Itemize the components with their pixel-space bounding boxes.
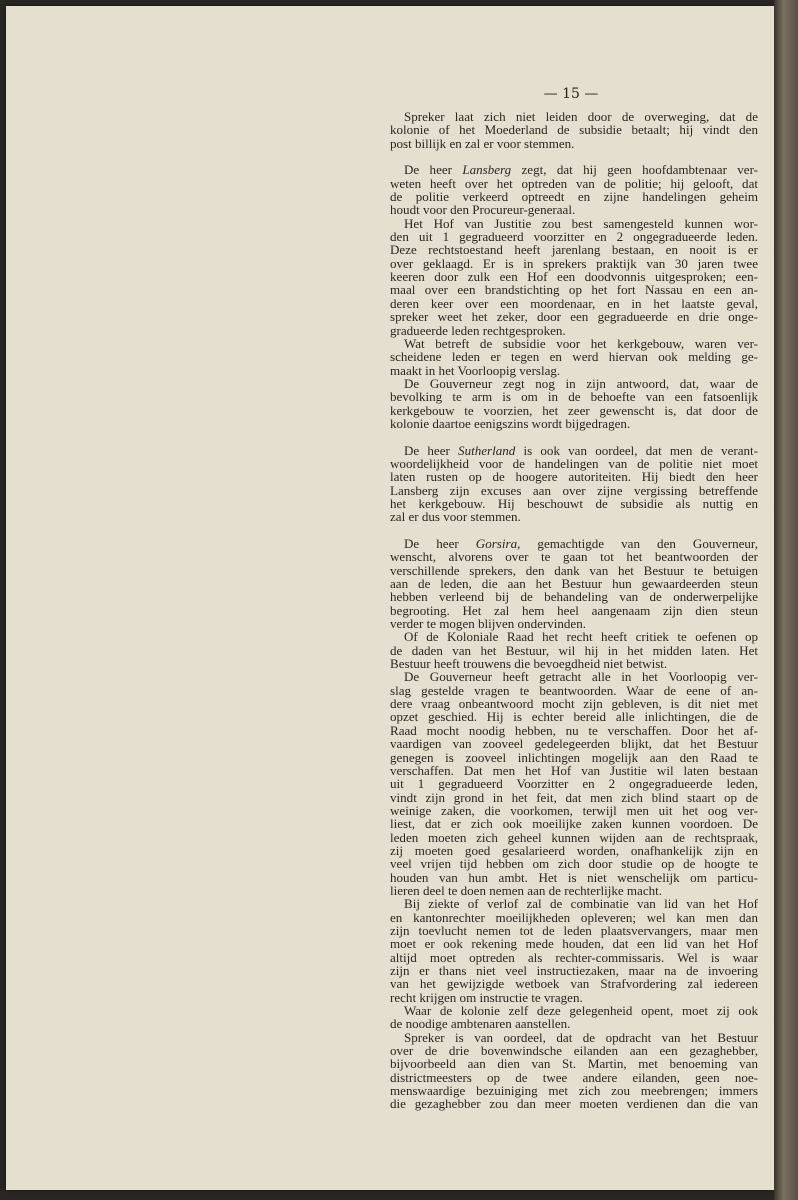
text-line: zijn toevlucht nemen tot de leden plaatsvervangers, maar men: [390, 922, 758, 938]
text-line: [390, 537, 758, 550]
text-line: recht krijgen om instructie te vragen.: [390, 989, 583, 1005]
paragraph: [390, 670, 758, 897]
text-line: over de drie bovenwindsche eilanden aan een gezaghebber,: [390, 1043, 758, 1059]
text-line: bevolking te arm is om in de behoefte van een fatsoenlijk: [390, 389, 758, 405]
text-line: gradueerde leden rechtgesproken.: [390, 322, 566, 338]
text-line: houdt voor den Procureur-generaal.: [390, 202, 576, 218]
text-line: over geklaagd. Er is in sprekers praktijk van 30 jaren twee: [390, 255, 758, 271]
text-line: [390, 444, 758, 457]
text-line: scheidene leden er tegen en werd hiervan ook melding ge-: [390, 349, 758, 365]
paragraph: [390, 537, 758, 630]
book-spine: [774, 0, 798, 1200]
text-line: opzet geschied. Hij is echter bereid alle inlichtingen, die de: [390, 709, 758, 725]
text-line: kolonie of het Moederland de subsidie betaalt; hij vindt den: [390, 122, 758, 138]
text-line: uit 1 gegradueerd Voorzitter en 2 ongegradueerde leden,: [390, 776, 758, 792]
paragraph: [390, 630, 758, 670]
text-line: deren keer over een moordenaar, en in het laatste geval,: [390, 295, 758, 311]
text-line: Spreker is van oordeel, dat de opdracht van het Bestuur: [404, 1029, 758, 1045]
text-column: [390, 110, 758, 1111]
text-line: die gezaghebber zou dan meer moeten verdienen dan die van: [390, 1096, 758, 1112]
speaker-name: Lansberg: [462, 162, 512, 178]
text-line: aan de leden, die aan het Bestuur hun gewaardeerden steun: [390, 576, 758, 592]
text-line: Bestuur heeft trouwens die bevoegdheid niet betwist.: [390, 656, 668, 672]
line-prefix: De heer: [404, 536, 476, 551]
text-line: de daden van het Bestuur, wil hij in het midden laten. Het: [390, 642, 758, 658]
paragraph: [390, 444, 758, 524]
text-line: slag gestelde vragen te beantwoorden. Waar de eene of an-: [390, 682, 758, 698]
paragraph: [390, 217, 758, 337]
line-prefix: De heer: [404, 162, 463, 178]
text-line: kerkgebouw te voorzien, het zeer gewenscht is, dat door de: [390, 402, 758, 418]
text-line: post billijk en zal er voor stemmen.: [390, 135, 575, 151]
text-line: bijvoorbeeld aan dien van St. Martin, met benoeming van: [390, 1056, 758, 1072]
text-line: verschaffen. Dat men het Hof van Justitie wil laten bestaan: [390, 762, 758, 778]
text-line: hebben verleend bij de behandeling van de onderwerpelijke: [390, 589, 758, 605]
paragraph: [390, 110, 758, 150]
speaker-name: Sutherland: [458, 442, 516, 458]
paragraph: [390, 163, 758, 216]
text-line: altijd moet optreden als rechter-commissaris. Wel is waar: [390, 949, 758, 965]
text-line: den uit 1 gegradueerd voorzitter en 2 ongegradueerde leden.: [390, 229, 758, 245]
text-line: Spreker laat zich niet leiden door de overweging, dat de: [404, 109, 758, 124]
text-line: het kerkgebouw. Hij beschouwt de subsidie als nuttig en: [390, 495, 758, 511]
text-line: de politie verkeerd optreedt en zijne handelingen geheim: [390, 189, 758, 205]
text-line: laten rusten op de hoogere autoriteiten. Hij biedt den heer: [390, 469, 758, 485]
paragraph: [390, 1031, 758, 1111]
text-line: weinige zaken, die voorkomen, terwijl men uit het oog ver-: [390, 802, 758, 818]
paragraph: [390, 337, 758, 377]
text-line: De Gouverneur zegt nog in zijn antwoord, dat, waar de: [404, 375, 758, 391]
text-line: vindt zijn grond in het feit, dat men zich blind staart op de: [390, 789, 758, 805]
text-line: vaardigen van zooveel gedelegeerden blijkt, dat het Bestuur: [390, 736, 758, 752]
text-line: verschillende sprekers, den dank van het Bestuur te betuigen: [390, 562, 758, 578]
paragraph: [390, 1004, 758, 1031]
text-line: lieren deel te doen nemen aan de rechterlijke macht.: [390, 882, 663, 898]
text-line: zijn er thans niet veel instructiezaken, maar na de invoering: [390, 963, 758, 978]
text-line: van het gewijzigde wetboek van Strafvordering zal iedereen: [390, 976, 758, 992]
text-line: menswaardige bezuiniging met zich zou meebrengen; immers: [390, 1083, 758, 1099]
text-line: zij moeten goed gesalarieerd worden, onafhankelijk zijn en: [390, 842, 758, 858]
paragraph-gap: [390, 150, 758, 163]
text-line: Bij ziekte of verlof zal de combinatie van lid van het Hof: [404, 896, 758, 912]
document-page: [6, 6, 774, 1190]
text-line: verder te mogen blijven ondervinden.: [390, 616, 587, 632]
text-line: liest, dat er zich ook moeilijke zaken kunnen voordoen. De: [390, 816, 758, 832]
paragraph: [390, 897, 758, 1004]
text-line: kolonie daartoe eenigszins wordt bijgedragen.: [390, 415, 631, 431]
text-line: Waar de kolonie zelf deze gelegenheid opent, moet zij ook: [404, 1003, 758, 1019]
text-line: de noodige ambtenaren aanstellen.: [390, 1016, 571, 1032]
text-line: Deze rechtstoestand heeft jarenlang bestaan, en nooit is er: [390, 242, 758, 258]
paragraph-gap: [390, 430, 758, 443]
text-line: wenscht, alvorens over te gaan tot het beantwoorden der: [390, 549, 758, 565]
text-line: genegen is zooveel inlichtingen mogelijk aan den Raad te: [390, 749, 758, 765]
line-text: zegt, dat hij geen hoofdambtenaar ver-: [511, 162, 759, 178]
text-line: veel vrijen tijd hebben om zich door studie op de hoogte te: [390, 856, 758, 872]
text-line: spreker weet het zeker, door een gegradueerde en drie onge-: [390, 309, 758, 325]
text-line: maal over een brandstichting op het fort Nassau en een an-: [390, 282, 758, 298]
text-line: Wat betreft de subsidie voor het kerkgebouw, waren ver-: [404, 335, 758, 351]
text-line: keeren door zulk een Hof een doodvonnis uitgesproken; een-: [390, 269, 758, 285]
text-line: en kantonrechter moeilijkheden opleveren; wel kan men dan: [390, 909, 758, 925]
paragraph-gap: [390, 524, 758, 537]
text-line: dere vraag onbeantwoord mocht zijn gebleven, is dit niet met: [390, 696, 758, 712]
text-line: woordelijkheid voor de handelingen van de politie niet moet: [390, 455, 758, 471]
paragraph: [390, 377, 758, 430]
text-line: [390, 163, 758, 176]
line-text: , gemachtigde van den Gouverneur,: [517, 536, 758, 551]
speaker-name: Gorsira: [475, 536, 518, 551]
text-line: weten heeft over het optreden van de politie; hij gelooft, dat: [390, 175, 758, 191]
text-line: Raad mocht noodig hebben, nu te verschaffen. Door het af-: [390, 722, 758, 738]
text-line: De Gouverneur heeft getracht alle in het Voorloopig ver-: [404, 669, 758, 685]
text-line: leden moeten zich geheel kunnen wijden aan de rechtspraak,: [390, 829, 758, 845]
line-prefix: De heer: [404, 442, 459, 458]
text-line: zal er dus voor stemmen.: [390, 509, 521, 525]
text-line: houden van hun ambt. Het is niet wenschelijk om particu-: [390, 869, 758, 885]
text-line: districtmeesters op de twee andere eilanden, geen noe-: [390, 1069, 758, 1085]
text-line: maakt in het Voorloopig verslag.: [390, 362, 561, 378]
page-number: — 15 —: [543, 86, 599, 102]
text-line: moet er ook rekening mede houden, dat een lid van het Hof: [390, 936, 758, 952]
text-line: Of de Koloniale Raad het recht heeft critiek te oefenen op: [404, 629, 758, 645]
text-line: Het Hof van Justitie zou best samengesteld kunnen wor-: [404, 215, 758, 231]
text-line: Lansberg zijn excuses aan over zijne vergissing betreffende: [390, 482, 758, 498]
line-text: is ook van oordeel, dat men de verant-: [515, 442, 758, 458]
text-line: begrooting. Het zal hem heel aangenaam zijn dien steun: [390, 602, 758, 618]
